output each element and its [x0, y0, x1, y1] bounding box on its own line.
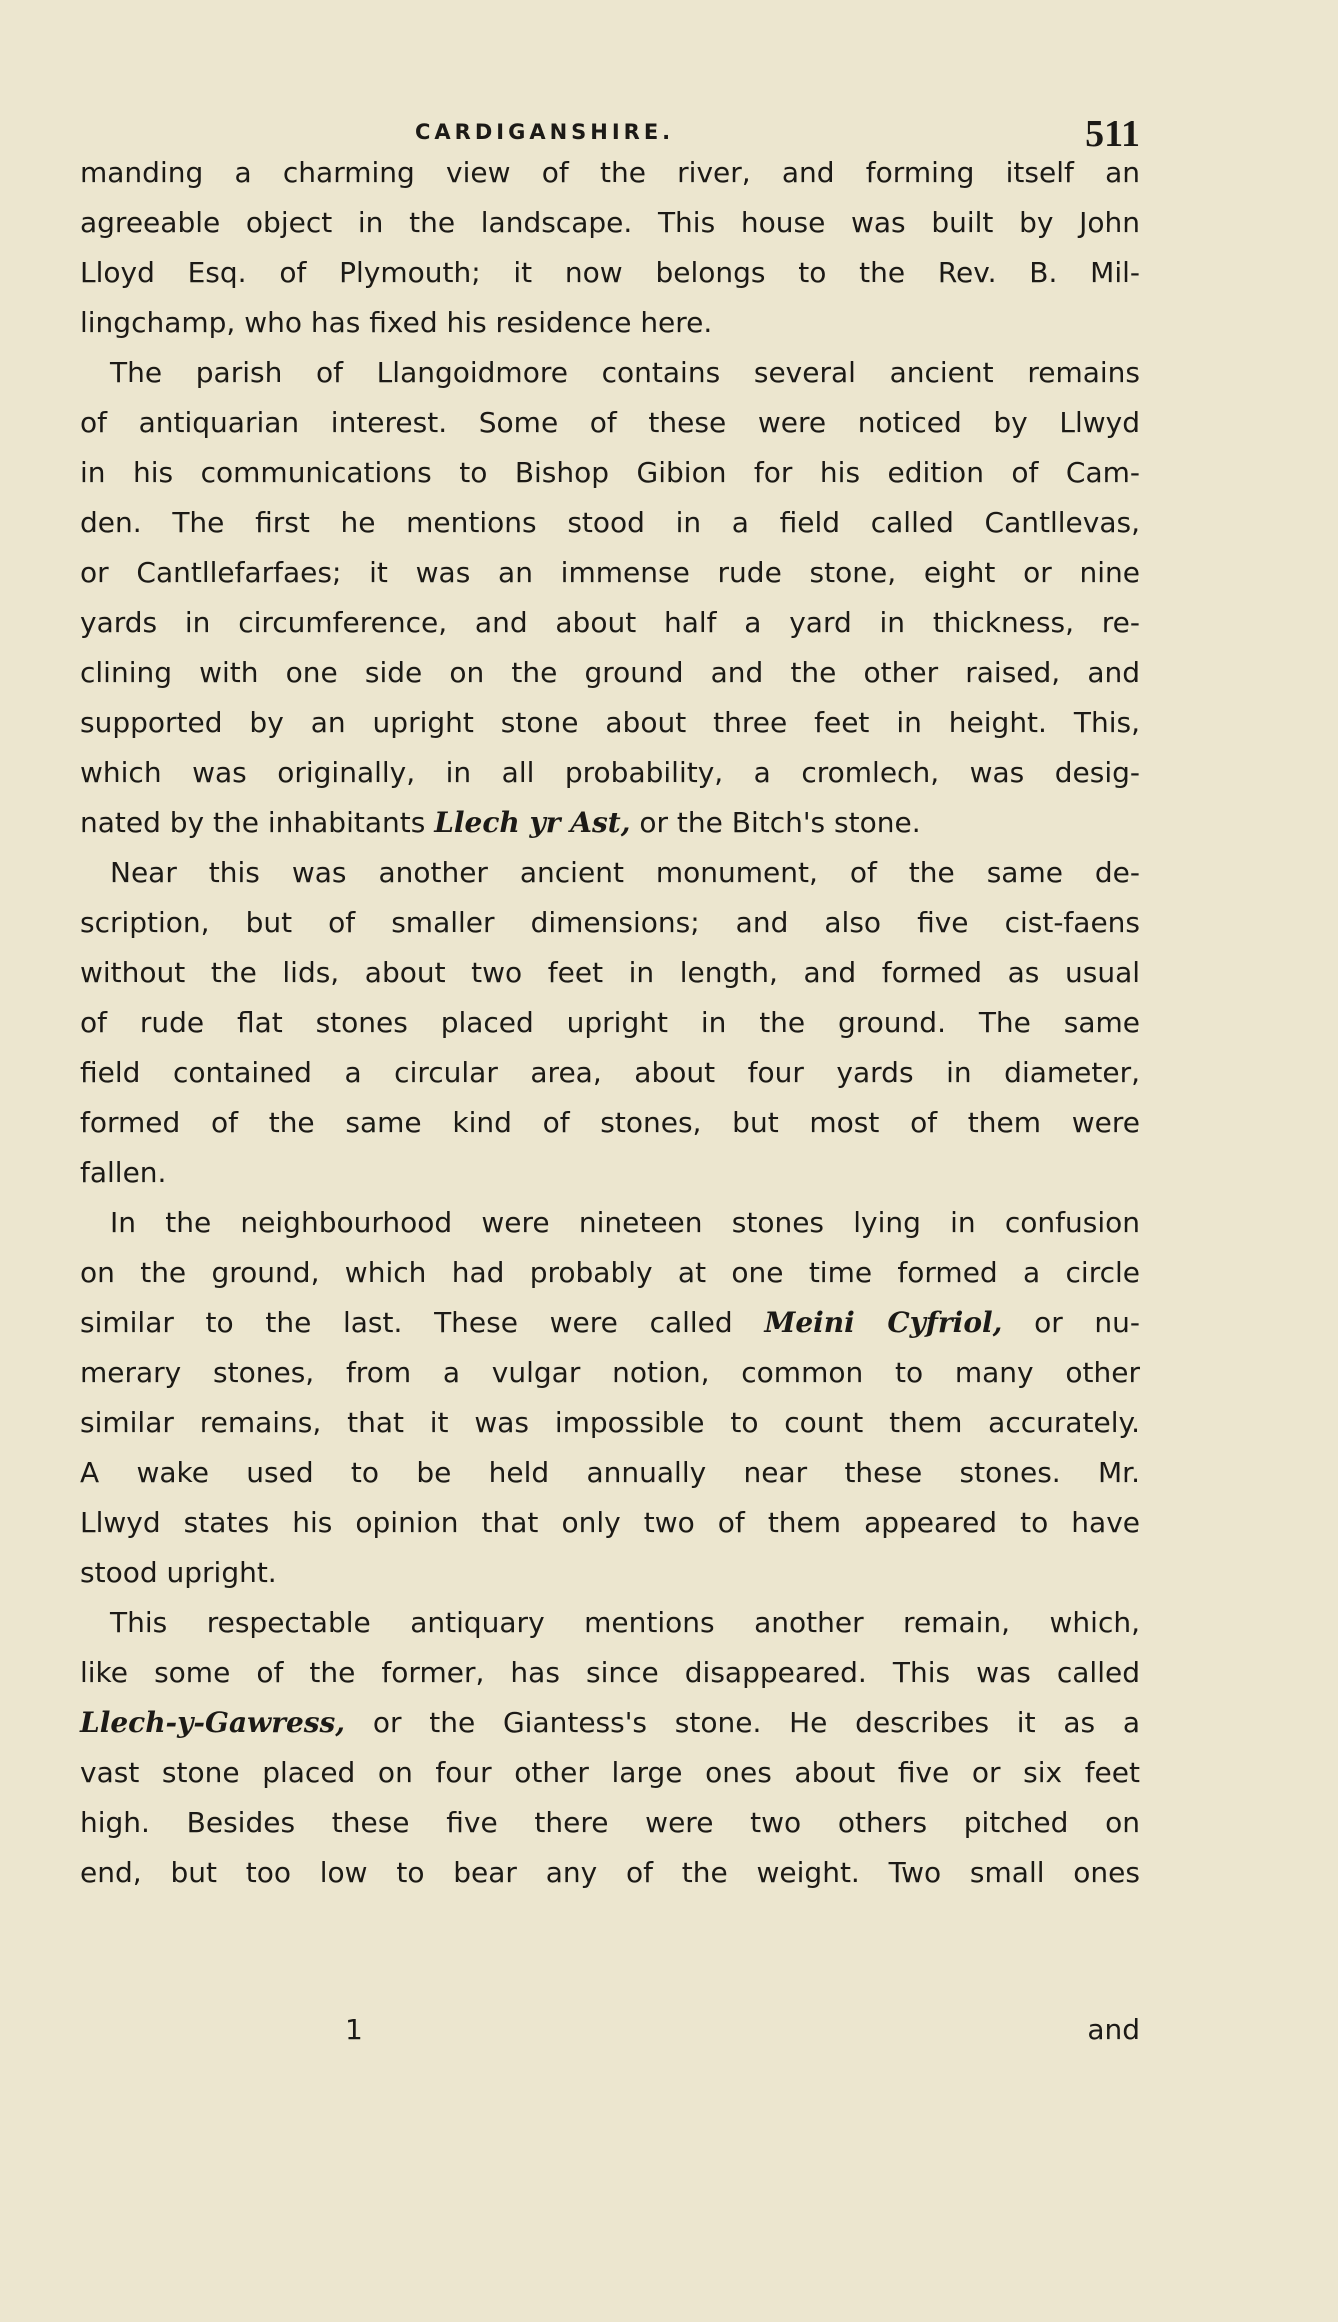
text-line: without the lids, about two feet in length, and formed as usual [80, 956, 1140, 989]
text-line: clining with one side on the ground and the other raised, and [80, 656, 1140, 689]
text-line: or Cantllefarfaes; it was an immense rude stone, eight or nine [80, 556, 1140, 589]
text-line: formed of the same kind of stones, but most of them were [80, 1106, 1140, 1139]
text-line: manding a charming view of the river, and forming itself an [80, 156, 1140, 189]
text-line: supported by an upright stone about three feet in height. This, [80, 706, 1140, 739]
roman-text: similar to the last. These were called [80, 1306, 765, 1339]
paragraph-start-line: This respectable antiquary mentions another remain, which, [110, 1606, 1140, 1639]
text-line: in his communications to Bishop Gibion for his edition of Cam- [80, 456, 1140, 489]
text-line: vast stone placed on four other large ones about five or six feet [80, 1756, 1140, 1789]
text-line: Llwyd states his opinion that only two of them appeared to have [80, 1506, 1140, 1539]
text-line: like some of the former, has since disappeared. This was called [80, 1656, 1140, 1689]
page-footer [80, 2005, 1140, 2055]
text-line-with-italic [80, 1698, 1140, 1748]
roman-text: or the Bitch's stone. [630, 806, 921, 839]
paragraph-start-line: Near this was another ancient monument, of the same de- [110, 856, 1140, 889]
text-line-with-italic [80, 798, 1140, 848]
signature-mark: 1 [345, 2013, 363, 2046]
italic-welsh-name: Meini Cyfriol, [764, 1306, 1003, 1339]
page-header [80, 112, 1140, 155]
text-line: fallen. [80, 1156, 167, 1189]
text-line: merary stones, from a vulgar notion, common to many other [80, 1356, 1140, 1389]
catchword: and [1087, 2013, 1140, 2046]
text-line: A wake used to be held annually near these stones. Mr. [80, 1456, 1140, 1489]
roman-text: or nu- [1002, 1306, 1140, 1339]
text-line: of antiquarian interest. Some of these were noticed by Llwyd [80, 406, 1140, 439]
text-line: similar remains, that it was impossible to count them accurately. [80, 1406, 1140, 1439]
text-line: of rude flat stones placed upright in the ground. The same [80, 1006, 1140, 1039]
text-line: den. The first he mentions stood in a field called Cantllevas, [80, 506, 1140, 539]
text-line: high. Besides these five there were two others pitched on [80, 1806, 1140, 1839]
body-text [80, 148, 1140, 1898]
paragraph-start-line: In the neighbourhood were nineteen stones lying in confusion [110, 1206, 1140, 1239]
text-line: scription, but of smaller dimensions; and also five cist-faens [80, 906, 1140, 939]
text-line-with-italic [80, 1298, 1140, 1348]
text-line: end, but too low to bear any of the weight. Two small ones [80, 1856, 1140, 1889]
roman-text: nated by the inhabitants [80, 806, 435, 839]
roman-text: or the Giantess's stone. He describes it as a [345, 1706, 1140, 1739]
italic-welsh-name: Llech-y-Gawress, [80, 1706, 346, 1739]
text-line: field contained a circular area, about four yards in diameter, [80, 1056, 1140, 1089]
text-line: lingchamp, who has fixed his residence here. [80, 306, 713, 339]
running-head: CARDIGANSHIRE. [415, 120, 675, 144]
text-line: on the ground, which had probably at one time formed a circle [80, 1256, 1140, 1289]
text-line: agreeable object in the landscape. This house was built by John [80, 206, 1140, 239]
italic-welsh-name: Llech yr Ast, [434, 806, 631, 839]
page-number: 511 [1085, 113, 1140, 155]
text-line: Lloyd Esq. of Plymouth; it now belongs to the Rev. B. Mil- [80, 256, 1140, 289]
text-line: stood upright. [80, 1556, 277, 1589]
text-line: which was originally, in all probability, a cromlech, was desig- [80, 756, 1140, 789]
paragraph-start-line: The parish of Llangoidmore contains several ancient remains [110, 356, 1140, 389]
text-line: yards in circumference, and about half a yard in thickness, re- [80, 606, 1140, 639]
